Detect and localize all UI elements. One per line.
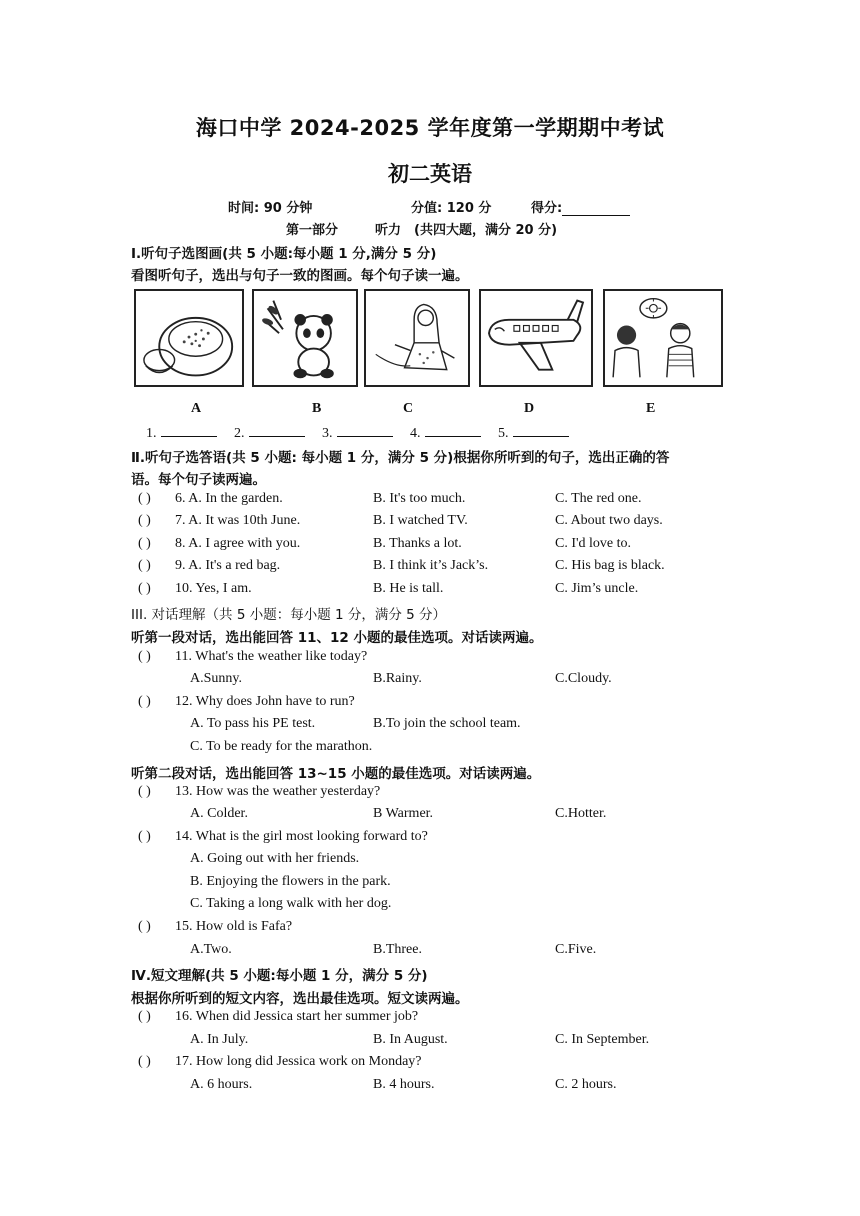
- question-11-option-a: A.Sunny.: [190, 671, 242, 686]
- picture-c-girl: [364, 289, 470, 387]
- exam-total-score: 分值: 120 分: [411, 201, 492, 216]
- section4-instructions: 根据你所听到的短文内容，选出最佳选项。短文读两遍。: [131, 991, 469, 1007]
- section1-instructions: 看图听句子，选出与句子一致的图画。每个句子读一遍。: [131, 268, 469, 284]
- question-9-option-c: C. His bag is black.: [555, 558, 665, 573]
- exam-title: 海口中学 2024-2025 学年度第一学期期中考试: [195, 116, 665, 140]
- part-description: (共四大题，满分 20 分): [414, 223, 558, 238]
- question-12-option-b: B.To join the school team.: [373, 716, 521, 731]
- question-14: 14. What is the girl most looking forward to?: [175, 829, 428, 844]
- answer-paren-16[interactable]: ( ): [138, 1009, 151, 1024]
- question-17-option-a: A. 6 hours.: [190, 1077, 253, 1092]
- answer-paren-8[interactable]: ( ): [138, 536, 151, 551]
- question-16-option-a: A. In July.: [190, 1032, 249, 1047]
- question-17-option-c: C. 2 hours.: [555, 1077, 617, 1092]
- answer-paren-11[interactable]: ( ): [138, 649, 151, 664]
- answer-paren-12[interactable]: ( ): [138, 694, 151, 709]
- question-6-option-b: B. It's too much.: [373, 491, 466, 506]
- picture-label-c: C: [403, 401, 414, 416]
- question-16-option-c: C. In September.: [555, 1032, 650, 1047]
- section3-title: III. 对话理解（共 5 小题：每小题 1 分，满分 5 分）: [131, 607, 447, 623]
- picture-d-airplane: [479, 289, 593, 387]
- section1-title: I.听句子选图画(共 5 小题:每小题 1 分,满分 5 分): [131, 246, 437, 262]
- question-13: 13. How was the weather yesterday?: [175, 784, 381, 799]
- picture-label-d: D: [524, 401, 535, 416]
- question-13-option-a: A. Colder.: [190, 806, 248, 821]
- question-15: 15. How old is Fafa?: [175, 919, 293, 934]
- picture-label-b: B: [312, 401, 322, 416]
- question-7-option-c: C. About two days.: [555, 513, 663, 528]
- question-8-option-b: B. Thanks a lot.: [373, 536, 462, 551]
- question-9-option-b: B. I think it’s Jack’s.: [373, 558, 489, 573]
- question-6-option-a: 6. A. In the garden.: [175, 491, 283, 506]
- part-name: 听力: [375, 223, 402, 238]
- answer-blank-2[interactable]: [249, 424, 305, 437]
- picture-b-panda: [252, 289, 358, 387]
- question-11-option-c: C.Cloudy.: [555, 671, 612, 686]
- answer-paren-13[interactable]: ( ): [138, 784, 151, 799]
- question-12: 12. Why does John have to run?: [175, 694, 355, 709]
- answer-paren-9[interactable]: ( ): [138, 558, 151, 573]
- picture-label-a: A: [191, 401, 202, 416]
- part-label: 第一部分: [286, 223, 339, 238]
- question-14-option-c: C. Taking a long walk with her dog.: [190, 896, 392, 911]
- question-6-option-c: C. The red one.: [555, 491, 642, 506]
- question-7-option-a: 7. A. It was 10th June.: [175, 513, 301, 528]
- question-17-option-b: B. 4 hours.: [373, 1077, 435, 1092]
- question-9-option-a: 9. A. It's a red bag.: [175, 558, 281, 573]
- answer-blank-3[interactable]: [337, 424, 393, 437]
- question-17: 17. How long did Jessica work on Monday?: [175, 1054, 422, 1069]
- exam-score-field[interactable]: [531, 197, 630, 216]
- answer-paren-7[interactable]: ( ): [138, 513, 151, 528]
- answer-label-1: 1.: [146, 426, 157, 441]
- answer-label-5: 5.: [498, 426, 509, 441]
- answer-blank-5[interactable]: [513, 424, 569, 437]
- question-16: 16. When did Jessica start her summer job?: [175, 1009, 419, 1024]
- question-12-option-c: C. To be ready for the marathon.: [190, 739, 373, 754]
- question-15-option-c: C.Five.: [555, 942, 597, 957]
- score-label: 得分:: [531, 201, 563, 216]
- question-16-option-b: B. In August.: [373, 1032, 448, 1047]
- answer-label-2: 2.: [234, 426, 245, 441]
- picture-a-food-bowl: [134, 289, 244, 387]
- answer-paren-6[interactable]: ( ): [138, 491, 151, 506]
- answer-paren-10[interactable]: ( ): [138, 581, 151, 596]
- question-11-option-b: B.Rainy.: [373, 671, 422, 686]
- answer-blanks-row: [146, 424, 583, 442]
- question-13-option-b: B Warmer.: [373, 806, 434, 821]
- answer-blank-1[interactable]: [161, 424, 217, 437]
- question-7-option-b: B. I watched TV.: [373, 513, 468, 528]
- question-8-option-c: C. I'd love to.: [555, 536, 632, 551]
- question-8-option-a: 8. A. I agree with you.: [175, 536, 301, 551]
- answer-label-4: 4.: [410, 426, 421, 441]
- exam-subject: 初二英语: [388, 162, 472, 186]
- question-14-option-b: B. Enjoying the flowers in the park.: [190, 874, 391, 889]
- answer-paren-15[interactable]: ( ): [138, 919, 151, 934]
- exam-time: 时间: 90 分钟: [228, 201, 313, 216]
- question-10-option-b: B. He is tall.: [373, 581, 444, 596]
- dialogue1-instructions: 听第一段对话，选出能回答 11、12 小题的最佳选项。对话读两遍。: [131, 630, 543, 646]
- score-blank[interactable]: [562, 203, 630, 216]
- question-15-option-b: B.Three.: [373, 942, 422, 957]
- answer-paren-17[interactable]: ( ): [138, 1054, 151, 1069]
- answer-label-3: 3.: [322, 426, 333, 441]
- answer-paren-14[interactable]: ( ): [138, 829, 151, 844]
- section2-title: Ⅱ.听句子选答语(共 5 小题: 每小题 1 分，满分 5 分)根据你所听到的句子，选出正确的答: [131, 450, 670, 466]
- picture-label-e: E: [646, 401, 656, 416]
- question-14-option-a: A. Going out with her friends.: [190, 851, 360, 866]
- answer-blank-4[interactable]: [425, 424, 481, 437]
- section4-title: Ⅳ.短文理解(共 5 小题:每小题 1 分，满分 5 分): [131, 968, 428, 984]
- question-10-option-c: C. Jim’s uncle.: [555, 581, 639, 596]
- question-11: 11. What's the weather like today?: [175, 649, 368, 664]
- question-12-option-a: A. To pass his PE test.: [190, 716, 316, 731]
- question-10-option-a: 10. Yes, I am.: [175, 581, 252, 596]
- question-13-option-c: C.Hotter.: [555, 806, 607, 821]
- section2-title-cont: 语。每个句子读两遍。: [131, 472, 266, 488]
- dialogue2-instructions: 听第二段对话，选出能回答 13~15 小题的最佳选项。对话读两遍。: [131, 766, 541, 782]
- picture-e-two-people: [603, 289, 723, 387]
- question-15-option-a: A.Two.: [190, 942, 232, 957]
